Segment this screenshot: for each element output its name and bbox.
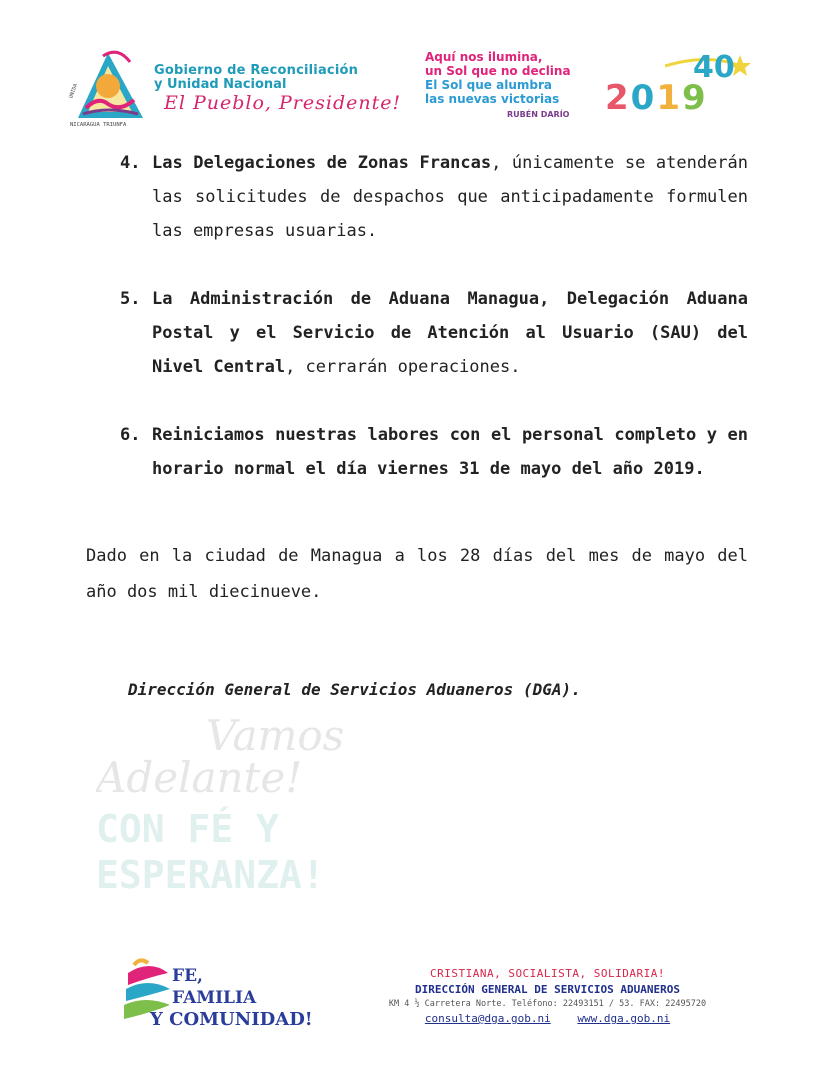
logo-text-line: FAMILIA — [172, 988, 257, 1008]
anniversary-number: 40 — [693, 50, 735, 85]
closing-paragraph: Dado en la ciudad de Managua a los 28 días del mes de mayo del año dos mil diecinueve. — [86, 546, 748, 602]
footer-info — [340, 966, 755, 1027]
watermark-text: Adelante! — [96, 753, 303, 802]
government-name-line2: y Unidad Nacional — [154, 77, 287, 92]
fe-familia-text — [150, 965, 313, 1031]
government-name-line1: Gobierno de Reconciliación — [154, 63, 359, 78]
item-number: 5. — [120, 289, 141, 309]
government-slogan: El Pueblo, Presidente! — [164, 92, 402, 114]
watermark-text: CON FÉ Y — [96, 807, 280, 851]
quote-line: un Sol que no declina — [425, 64, 571, 78]
logo-text-line: Y COMUNIDAD! — [150, 1009, 313, 1030]
item-bold-text: Las Delegaciones de Zonas Francas — [152, 153, 492, 173]
item-bold-text: Reiniciamos nuestras labores con el personal completo y en horario normal el día viernes 31 de mayo del año 2019. — [152, 425, 748, 479]
item-number: 6. — [120, 425, 141, 445]
watermark-image — [96, 710, 456, 900]
quote-line: Aquí nos ilumina, — [425, 50, 543, 64]
quote-author: RUBÉN DARÍO — [507, 110, 570, 119]
anniversary-logo — [605, 50, 755, 120]
dario-quote — [425, 50, 571, 119]
year-digit: 2 — [605, 78, 631, 118]
logo-text-line: FE, — [172, 966, 203, 986]
footer-links — [340, 1011, 755, 1027]
logo-arc-bottom: NICARAGUA TRIUNFA — [70, 122, 127, 128]
footer-org: DIRECCIÓN GENERAL DE SERVICIOS ADUANEROS — [415, 983, 680, 996]
year-digit: 1 — [656, 78, 683, 118]
year-digit: 9 — [682, 78, 708, 118]
email-link[interactable]: consulta@dga.gob.ni — [424, 1012, 551, 1025]
website-link[interactable]: www.dga.gob.ni — [577, 1012, 671, 1025]
footer-motto: CRISTIANA, SOCIALISTA, SOLIDARIA! — [429, 967, 666, 980]
item-regular-text: , únicamente se atenderán las solicitudes de despachos que anticipadamente formulen las empresas usuarias. — [152, 153, 748, 241]
item-text — [152, 418, 748, 486]
signature: Dirección General de Servicios Aduaneros (DGA). — [128, 680, 581, 699]
item-number: 4. — [120, 153, 141, 173]
quote-line: las nuevas victorias — [425, 92, 560, 106]
quote-line: El Sol que alumbra — [425, 78, 552, 92]
item-text — [152, 282, 748, 384]
letterhead — [60, 40, 760, 135]
item-regular-text: , cerrarán operaciones. — [285, 357, 521, 377]
year-digit: 0 — [630, 78, 657, 118]
footer-address: KM 4 ½ Carretera Norte. Teléfono: 22493151 / 53. FAX: 22495720 — [388, 999, 707, 1009]
government-triangle-logo — [68, 48, 158, 128]
item-bold-text: La Administración de Aduana Managua, Delegación Aduana Postal y el Servicio de Atención al Usuario (SAU) del Nivel Central — [152, 289, 748, 377]
year — [605, 78, 708, 118]
watermark-text: Vamos — [206, 711, 345, 760]
logo-arc-top: UNIDA — [68, 83, 79, 100]
item-text — [152, 146, 748, 248]
watermark-text: ESPERANZA! — [96, 853, 325, 897]
